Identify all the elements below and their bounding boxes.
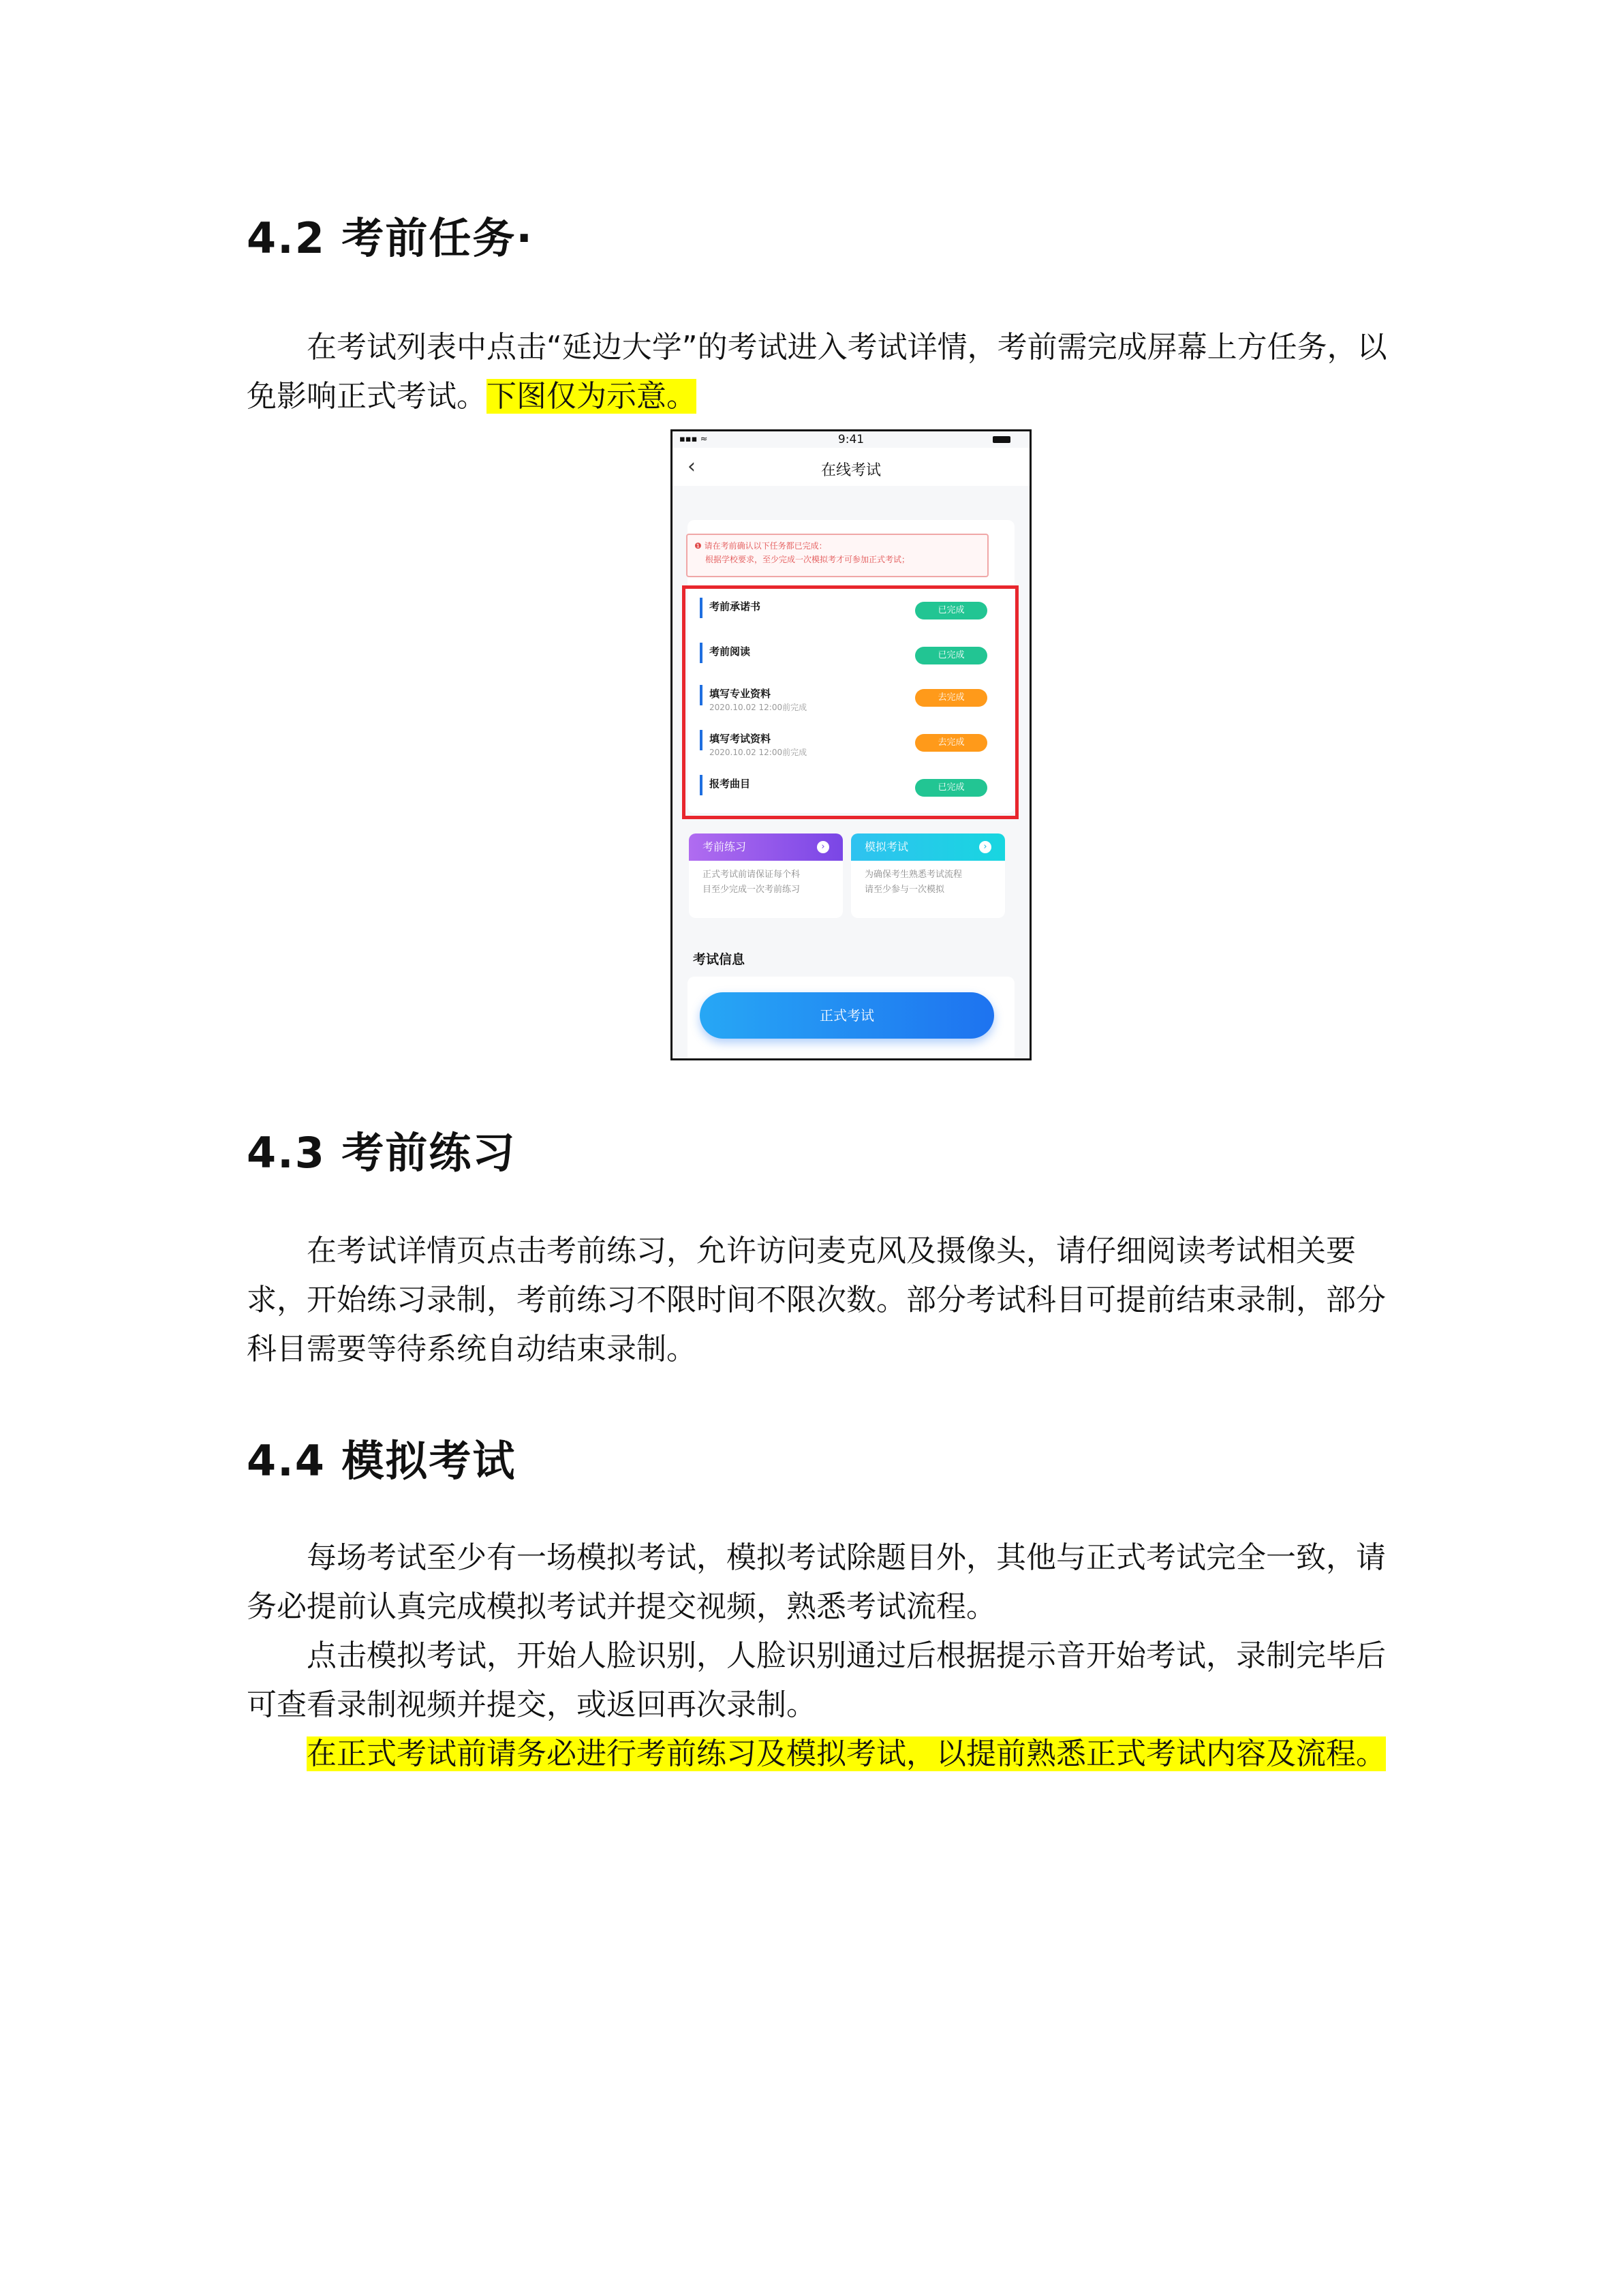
mock-exam-tile[interactable] xyxy=(851,833,1005,918)
practice-tile-title: 考前练习 xyxy=(702,840,747,853)
signal-icon: ▪▪▪ ≈ xyxy=(679,434,708,444)
paragraph-text: 在考试列表中点击“延边大学”的考试进入考试详情，考前需完成屏幕上方任务，以免影响正式考试。 xyxy=(247,330,1387,414)
mock-exam-tile-title: 模拟考试 xyxy=(865,840,909,853)
practice-tile-desc-1: 正式考试前请保证每个科 xyxy=(702,870,801,880)
highlighted-note: 下图仅为示意。 xyxy=(486,379,696,414)
section-4-4-heading: 4.4 模拟考试 xyxy=(247,1436,516,1486)
task-name: 考前阅读 xyxy=(709,645,751,658)
status-badge[interactable]: 去完成 xyxy=(915,689,987,707)
status-badge[interactable]: 去完成 xyxy=(915,734,987,752)
nav-title: 在线考试 xyxy=(820,462,881,479)
status-badge[interactable]: 已完成 xyxy=(915,647,987,664)
back-icon[interactable]: ‹ xyxy=(687,455,696,478)
section-4-3-paragraph: 在考试详情页点击考前练习，允许访问麦克风及摄像头，请仔细阅读考试相关要求，开始练习录制，考前练习不限时间不限次数。部分考试科目可提前结束录制，部分科目需要等待系统自动结束录制。 xyxy=(247,1234,1386,1366)
status-badge[interactable]: 已完成 xyxy=(915,602,987,619)
section-4-4-paragraph-2: 点击模拟考试，开始人脸识别，人脸识别通过后根据提示音开始考试，录制完毕后可查看录制视频并提交，或返回再次录制。 xyxy=(247,1638,1386,1722)
task-name: 报考曲目 xyxy=(709,778,751,790)
notice-line-2: 根据学校要求，至少完成一次模拟考才可参加正式考试； xyxy=(705,555,910,564)
task-deadline: 2020.10.02 12:00前完成 xyxy=(709,703,807,712)
practice-tile-header xyxy=(689,833,843,861)
status-bar xyxy=(673,431,1030,448)
status-time: 9:41 xyxy=(837,433,865,446)
nav-bar xyxy=(673,448,1030,486)
section-4-2-heading: 4.2 考前任务· xyxy=(247,213,534,263)
phone-screenshot xyxy=(670,429,1032,1060)
mock-exam-tile-header xyxy=(851,833,1005,861)
arrow-right-icon: › xyxy=(979,841,991,853)
section-4-4-note xyxy=(307,1730,1397,1779)
section-4-4-paragraph-1: 每场考试至少有一场模拟考试，模拟考试除题目外，其他与正式考试完全一致，请务必提前认真完成模拟考试并提交视频，熟悉考试流程。 xyxy=(247,1540,1386,1624)
practice-tile-desc-2: 目至少完成一次考前练习 xyxy=(702,885,801,895)
notice-line-1: ❶ 请在考前确认以下任务都已完成： xyxy=(694,541,827,551)
arrow-right-icon: › xyxy=(817,841,829,853)
highlight-frame xyxy=(682,585,1019,819)
exam-info-title: 考试信息 xyxy=(693,952,745,967)
formal-exam-button[interactable]: 正式考试 xyxy=(700,992,994,1039)
task-deadline: 2020.10.02 12:00前完成 xyxy=(709,748,807,757)
notice-box xyxy=(686,534,989,577)
status-badge[interactable]: 已完成 xyxy=(915,779,987,797)
section-4-2-paragraph xyxy=(247,323,1391,421)
task-name: 填写专业资料 xyxy=(709,688,771,700)
task-name: 填写考试资料 xyxy=(709,733,771,745)
task-name: 考前承诺书 xyxy=(709,600,761,613)
mock-exam-tile-desc-1: 为确保考生熟悉考试流程 xyxy=(865,870,963,880)
section-4-3-heading: 4.3 考前练习 xyxy=(247,1128,516,1178)
highlighted-note: 在正式考试前请务必进行考前练习及模拟考试，以提前熟悉正式考试内容及流程。 xyxy=(307,1736,1386,1771)
mock-exam-tile-desc-2: 请至少参与一次模拟 xyxy=(865,885,945,895)
practice-tile[interactable] xyxy=(689,833,843,918)
battery-icon xyxy=(993,436,1010,443)
